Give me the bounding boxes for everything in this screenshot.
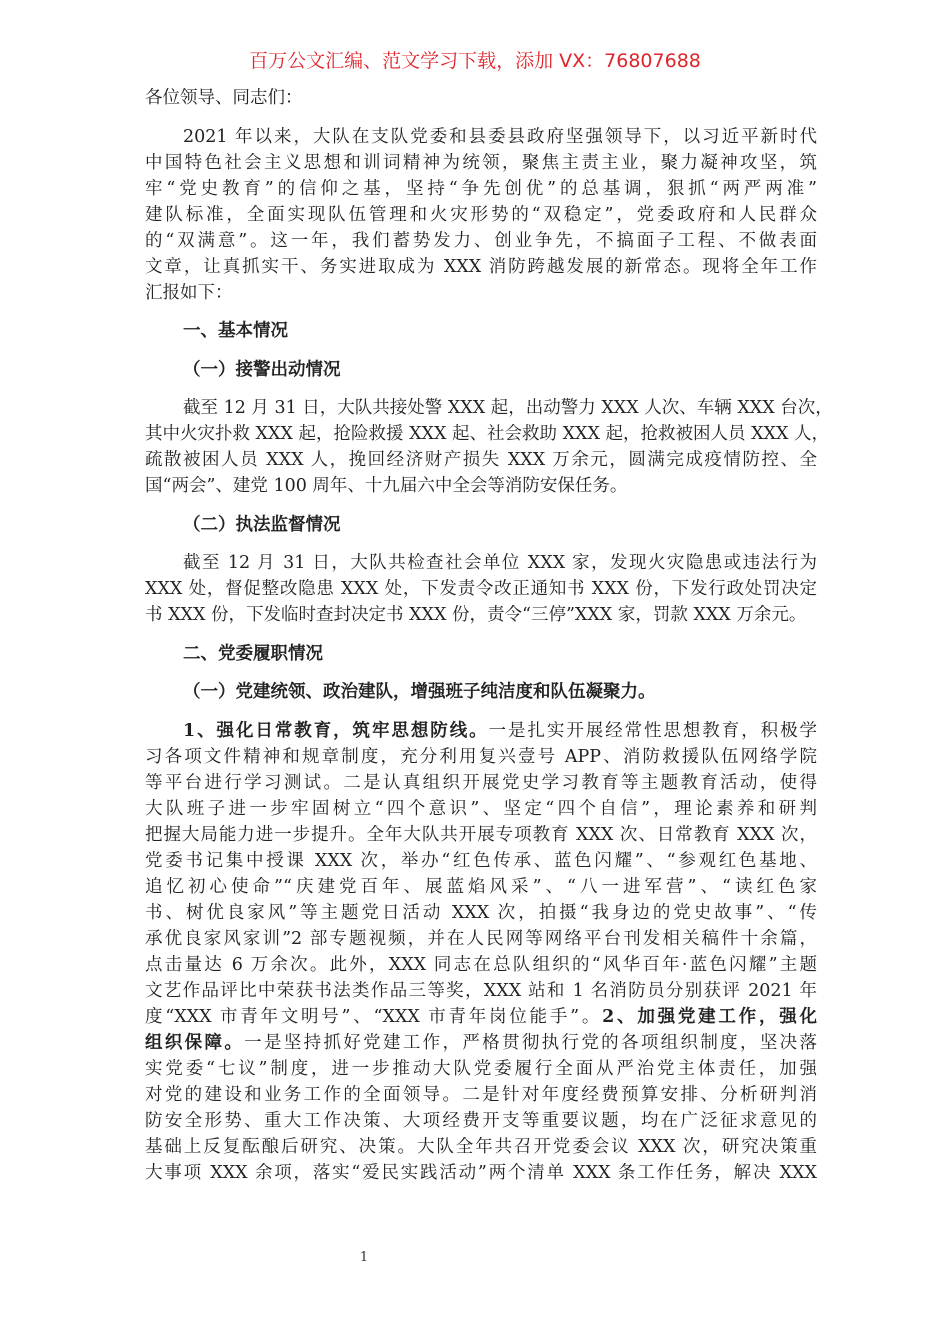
text-line [145, 395, 833, 421]
text-line [145, 550, 817, 576]
text-line [145, 1108, 817, 1134]
bold-text: 一、基本情况 [183, 321, 288, 341]
paragraph [145, 550, 817, 628]
text-segment: 点击量达 6 万余次。此外，XXX 同志在总队组织的“风华百年·蓝色闪耀”主题 [145, 954, 817, 975]
text-segment: 文章，让真抓实干、务实进取成为 XXX 消防跨越发展的新常态。现将全年工作 [145, 256, 817, 277]
text-line [145, 978, 817, 1004]
section-heading [145, 512, 817, 538]
text-segment: 2021 年以来，大队在支队党委和县委县政府坚强领导下，以习近平新时代 [183, 126, 817, 147]
text-line [145, 641, 817, 667]
section-heading [145, 357, 817, 383]
text-line [145, 770, 817, 796]
text-line [145, 202, 817, 228]
text-line [145, 176, 817, 202]
text-line [145, 576, 817, 602]
text-segment: 实党委“七议”制度，进一步推动大队党委履行全面从严治党主体责任，加强 [145, 1058, 817, 1079]
bold-text: 1、强化日常教育，筑牢思想防线。 [183, 720, 489, 741]
text-line [145, 952, 817, 978]
text-line [145, 1056, 817, 1082]
text-segment: 一是扎实开展经常性思想教育，积极学 [488, 720, 817, 741]
section-heading [145, 318, 817, 344]
text-line [145, 874, 817, 900]
text-line [145, 1160, 817, 1186]
text-segment: 习各项文件精神和规章制度，充分利用复兴壹号 APP、消防救援队伍网络学院 [145, 746, 817, 767]
text-line [145, 280, 817, 306]
text-segment: XXX 处，督促整改隐患 XXX 处，下发责令改正通知书 XXX 份，下发行政处罚决定 [145, 579, 817, 599]
paragraph [145, 124, 817, 306]
text-segment: 书 XXX 份，下发临时查封决定书 XXX 份，责令“三停”XXX 家，罚款 XXX 万余元。 [145, 605, 807, 625]
text-line [145, 512, 817, 538]
text-segment: 对党的建设和业务工作的全面领导。二是针对年度经费预算安排、分析研判消 [145, 1084, 817, 1105]
document-body [145, 85, 833, 1186]
bold-text: （二）执法监督情况 [183, 514, 341, 535]
text-line [145, 473, 817, 499]
text-line [145, 150, 817, 176]
text-segment: 各位领导、同志们： [145, 88, 303, 108]
text-line [145, 1030, 817, 1056]
text-segment: 牢“党史教育”的信仰之基，坚持“争先创优”的总基调，狠抓“两严两准” [145, 178, 817, 199]
text-line [145, 318, 817, 344]
text-line [145, 85, 817, 111]
text-line [145, 848, 817, 874]
text-segment: 书、树优良家风”等主题党日活动 XXX 次，拍摄“我身边的党史故事”、“传 [145, 902, 817, 923]
page-number: 1 [359, 1250, 369, 1265]
text-line [145, 1082, 817, 1108]
bold-text: 组织保障。 [145, 1032, 245, 1053]
text-segment: 等平台进行学习测试。二是认真组织开展党史学习教育等主题教育活动，使得 [145, 772, 817, 793]
text-segment: 度“XXX 市青年文明号”、“XXX 市青年岗位能手”。 [145, 1006, 603, 1027]
text-line [145, 1134, 817, 1160]
paragraph [145, 718, 817, 1186]
paragraph [145, 395, 833, 499]
watermark-banner: 百万公文汇编、范文学习下载，添加 VX：76807688 [249, 50, 701, 72]
text-line [145, 1004, 817, 1030]
text-segment: 追忆初心使命”“庆建党百年、展蓝焰风采”、“八一进军营”、“读红色家 [145, 876, 817, 897]
text-segment: 疏散被困人员 XXX 人，挽回经济财产损失 XXX 万余元，圆满完成疫情防控、全 [145, 450, 817, 470]
text-segment: 一是坚持抓好党建工作，严格贯彻执行党的各项组织制度，坚决落 [244, 1032, 818, 1053]
bold-text: （一）党建统领、政治建队，增强班子纯洁度和队伍凝聚力。 [183, 682, 656, 702]
text-line [145, 926, 817, 952]
text-segment: 文艺作品评比中荣获书法类作品三等奖，XXX 站和 1 名消防员分别获评 2021 年 [145, 980, 817, 1001]
text-line [145, 744, 817, 770]
bold-text: 二、党委履职情况 [183, 643, 323, 664]
text-segment: 党委书记集中授课 XXX 次，举办“红色传承、蓝色闪耀”、“参观红色基地、 [145, 850, 817, 871]
text-line [145, 124, 817, 150]
text-segment: 基础上反复酝酿后研究、决策。大队全年共召开党委会议 XXX 次，研究决策重 [145, 1136, 817, 1157]
text-segment: 截至 12 月 31 日，大队共接处警 XXX 起，出动警力 XXX 人次、车辆 XXX 台次， [183, 398, 833, 418]
section-heading [145, 641, 817, 667]
text-segment: 大队班子进一步牢固树立“四个意识”、坚定“四个自信”，理论素养和研判 [145, 798, 817, 819]
text-segment: 建队标准，全面实现队伍管理和火灾形势的“双稳定”，党委政府和人民群众 [145, 204, 817, 225]
text-line [145, 679, 817, 705]
text-line [145, 602, 817, 628]
text-line [145, 447, 817, 473]
text-line [145, 421, 830, 447]
text-line [145, 254, 817, 280]
text-line [145, 900, 817, 926]
text-segment: 防安全形势、重大工作决策、大项经费开支等重要议题，均在广泛征求意见的 [145, 1110, 817, 1131]
text-segment: 大事项 XXX 余项，落实“爱民实践活动”两个清单 XXX 条工作任务，解决 XXX [145, 1162, 817, 1183]
text-line [145, 718, 817, 744]
text-line [145, 822, 817, 848]
bold-text: 2、加强党建工作，强化 [602, 1006, 817, 1027]
bold-text: （一）接警出动情况 [183, 359, 341, 380]
text-line [145, 357, 817, 383]
text-segment: 中国特色社会主义思想和训词精神为统领，聚焦主责主业，聚力凝神攻坚，筑 [145, 152, 817, 173]
text-segment: 把握大局能力进一步提升。全年大队共开展专项教育 XXX 次、日常教育 XXX 次， [145, 824, 817, 845]
text-segment: 截至 12 月 31 日，大队共检查社会单位 XXX 家，发现火灾隐患或违法行为 [183, 553, 817, 573]
text-segment: 其中火灾扑救 XXX 起，抢险救援 XXX 起、社会救助 XXX 起，抢救被困人员 XXX 人， [145, 424, 830, 444]
paragraph [145, 85, 817, 111]
text-line [145, 796, 817, 822]
text-line [145, 228, 817, 254]
text-segment: 承优良家风家训”2 部专题视频，并在人民网等网络平台刊发相关稿件十余篇， [145, 928, 817, 949]
text-segment: 国“两会”、建党 100 周年、十九届六中全会等消防安保任务。 [145, 476, 628, 496]
section-heading [145, 679, 817, 705]
text-segment: 的“双满意”。这一年，我们蓄势发力、创业争先，不搞面子工程、不做表面 [145, 230, 817, 251]
text-segment: 汇报如下： [145, 282, 233, 303]
